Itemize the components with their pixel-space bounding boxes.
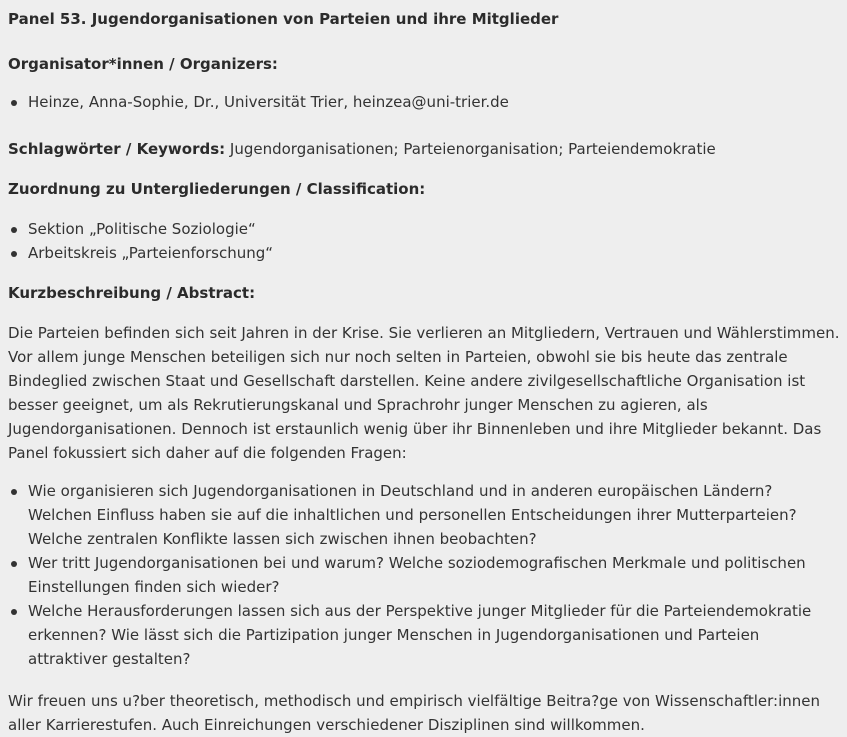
organizers-heading: Organisator*innen / Organizers: <box>8 55 278 73</box>
classification-list <box>8 217 840 265</box>
organizers-list <box>8 90 840 114</box>
classification-heading: Zuordnung zu Untergliederungen / Classification: <box>8 180 426 198</box>
list-item: Welche Herausforderungen lassen sich aus der Perspektive junger Mitglieder für die Parteiendemokratie erkennen? Wie lässt sich die Partizipation junger Menschen in Jugendorganisationen und Parteien attraktiver gestalten? <box>8 599 840 671</box>
questions-list <box>8 479 840 671</box>
abstract-heading: Kurzbeschreibung / Abstract: <box>8 284 256 302</box>
list-item: Wie organisieren sich Jugendorganisationen in Deutschland und in anderen europäischen Ländern? Welchen Einfluss haben sie auf die inhaltlichen und personellen Entscheidungen ihrer Mutterparteien? Welche zentralen Konflikte lassen sich zwischen ihnen beobachten? <box>8 479 840 551</box>
keywords-line <box>8 137 840 161</box>
keywords-value: Jugendorganisationen; Parteienorganisation; Parteiendemokratie <box>225 140 716 158</box>
abstract-intro: Die Parteien befinden sich seit Jahren in der Krise. Sie verlieren an Mitgliedern, Vertrauen und Wählerstimmen. Vor allem junge Menschen beteiligen sich nur noch selten in Parteien, obwohl sie bis heute das zentrale Bindeglied zwischen Staat und Gesellschaft darstellen. Keine andere zivilgesellschaftliche Organisation ist besser geeignet, um als Rekrutierungskanal und Sprachrohr junger Menschen zu agieren, als Jugendorganisationen. Dennoch ist erstaunlich wenig über ihr Binnenleben und ihre Mitglieder bekannt. Das Panel fokussiert sich daher auf die folgenden Fragen: <box>8 324 840 462</box>
page-title: Panel 53. Jugendorganisationen von Parteien und ihre Mitglieder <box>8 10 559 28</box>
list-item: Wer tritt Jugendorganisationen bei und warum? Welche soziodemografischen Merkmale und politischen Einstellungen finden sich wieder? <box>8 551 840 599</box>
list-item: Sektion „Politische Soziologie“ <box>8 217 840 241</box>
list-item: Arbeitskreis „Parteienforschung“ <box>8 241 840 265</box>
panel-page <box>8 6 840 737</box>
keywords-label: Schlagwörter / Keywords: <box>8 140 226 158</box>
list-item: Heinze, Anna-Sophie, Dr., Universität Trier, heinzea@uni-trier.de <box>8 90 840 114</box>
abstract-closing: Wir freuen uns u?ber theoretisch, methodisch und empirisch vielfältige Beitra?ge von Wissenschaftler:innen aller Karrierestufen. Auch Einreichungen verschiedener Disziplinen sind willkommen. <box>8 692 821 734</box>
